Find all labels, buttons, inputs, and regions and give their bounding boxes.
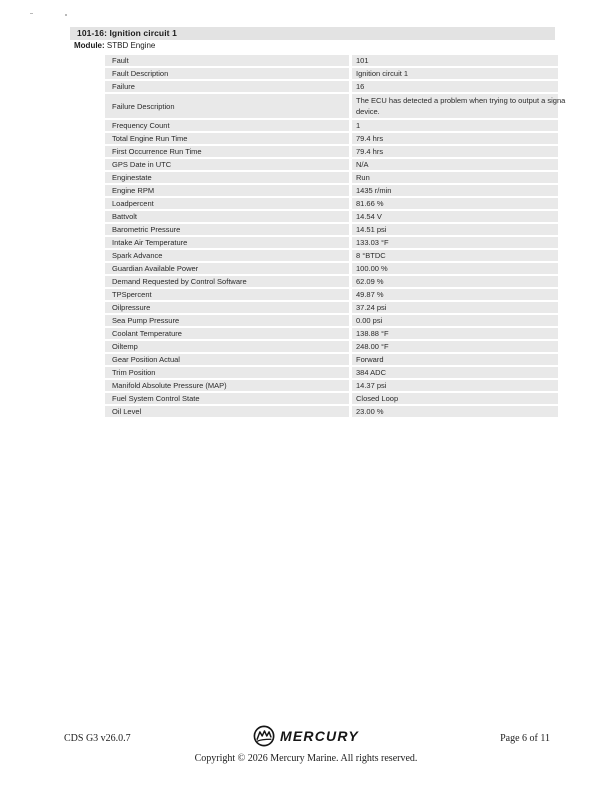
row-value: 384 ADC [352,367,558,378]
row-label: GPS Date in UTC [105,159,349,170]
row-value: 79.4 hrs [352,133,558,144]
table-row [105,172,558,183]
row-label: Fuel System Control State [105,393,349,404]
page-indicator: Page 6 of 11 [500,733,550,744]
table-row [105,185,558,196]
module-value: STBD Engine [106,41,156,50]
table-row [105,250,558,261]
table-row [105,315,558,326]
row-label: TPSpercent [105,289,349,300]
row-label: Total Engine Run Time [105,133,349,144]
scan-speck [30,13,33,14]
row-value: N/A [352,159,558,170]
app-version: CDS G3 v26.0.7 [64,733,131,744]
row-value: 100.00 % [352,263,558,274]
row-value: Ignition circuit 1 [352,68,558,79]
row-label: Gear Position Actual [105,354,349,365]
row-label: Manifold Absolute Pressure (MAP) [105,380,349,391]
table-row [105,302,558,313]
row-value: 8 °BTDC [352,250,558,261]
row-value: 248.00 °F [352,341,558,352]
row-label: Engine RPM [105,185,349,196]
table-row [105,328,558,339]
table-row [105,380,558,391]
row-value: 133.03 °F [352,237,558,248]
table-row [105,55,558,66]
scan-speck [65,14,67,16]
module-line [74,41,155,50]
table-row [105,198,558,209]
table-row [105,341,558,352]
table-row [105,159,558,170]
table-row [105,393,558,404]
table-row [105,68,558,79]
row-label: Coolant Temperature [105,328,349,339]
row-label: Intake Air Temperature [105,237,349,248]
row-label: Failure Description [105,94,349,118]
table-row [105,354,558,365]
row-value: 16 [352,81,558,92]
row-label: Loadpercent [105,198,349,209]
row-value: 14.54 V [352,211,558,222]
row-label: Sea Pump Pressure [105,315,349,326]
mercury-logo [253,725,359,747]
row-value: 101 [352,55,558,66]
row-label: Demand Requested by Control Software [105,276,349,287]
row-value: Closed Loop [352,393,558,404]
row-value: 0.00 psi [352,315,558,326]
row-value: 62.09 % [352,276,558,287]
table-row [105,224,558,235]
row-value: Run [352,172,558,183]
row-label: Spark Advance [105,250,349,261]
row-label: Battvolt [105,211,349,222]
mercury-logo-icon [253,725,275,747]
row-value: 14.51 psi [352,224,558,235]
row-value: 79.4 hrs [352,146,558,157]
table-row [105,146,558,157]
row-label: First Occurrence Run Time [105,146,349,157]
row-label: Enginestate [105,172,349,183]
row-value: 23.00 % [352,406,558,417]
row-label: Barometric Pressure [105,224,349,235]
row-value: 14.37 psi [352,380,558,391]
copyright-text: Copyright © 2026 Mercury Marine. All rights reserved. [194,753,418,764]
row-label: Oil Level [105,406,349,417]
row-value: Forward [352,354,558,365]
row-label: Trim Position [105,367,349,378]
row-label: Oiltemp [105,341,349,352]
table-row [105,237,558,248]
table-row [105,94,566,118]
row-label: Fault [105,55,349,66]
row-value-line: device. [356,107,380,116]
row-label: Fault Description [105,68,349,79]
row-label: Failure [105,81,349,92]
row-value: 49.87 % [352,289,558,300]
table-row [105,289,558,300]
table-row [105,120,558,131]
row-value: 138.88 °F [352,328,558,339]
row-value: 1 [352,120,558,131]
table-row [105,81,558,92]
row-label: Frequency Count [105,120,349,131]
table-row [105,276,558,287]
fault-title-bar: 101-16: Ignition circuit 1 [70,27,555,40]
row-label: Guardian Available Power [105,263,349,274]
row-value: 1435 r/min [352,185,558,196]
row-value-line: The ECU has detected a problem when trying to output a signa [356,96,566,105]
table-row [105,211,558,222]
row-label: Oilpressure [105,302,349,313]
row-value [352,94,566,118]
row-value: 37.24 psi [352,302,558,313]
table-row [105,367,558,378]
row-value: 81.66 % [352,198,558,209]
module-label: Module: [74,41,105,50]
table-row [105,263,558,274]
brand-wordmark: MERCURY [280,728,359,744]
table-row [105,406,558,417]
fault-parameter-table [105,55,566,419]
table-row [105,133,558,144]
